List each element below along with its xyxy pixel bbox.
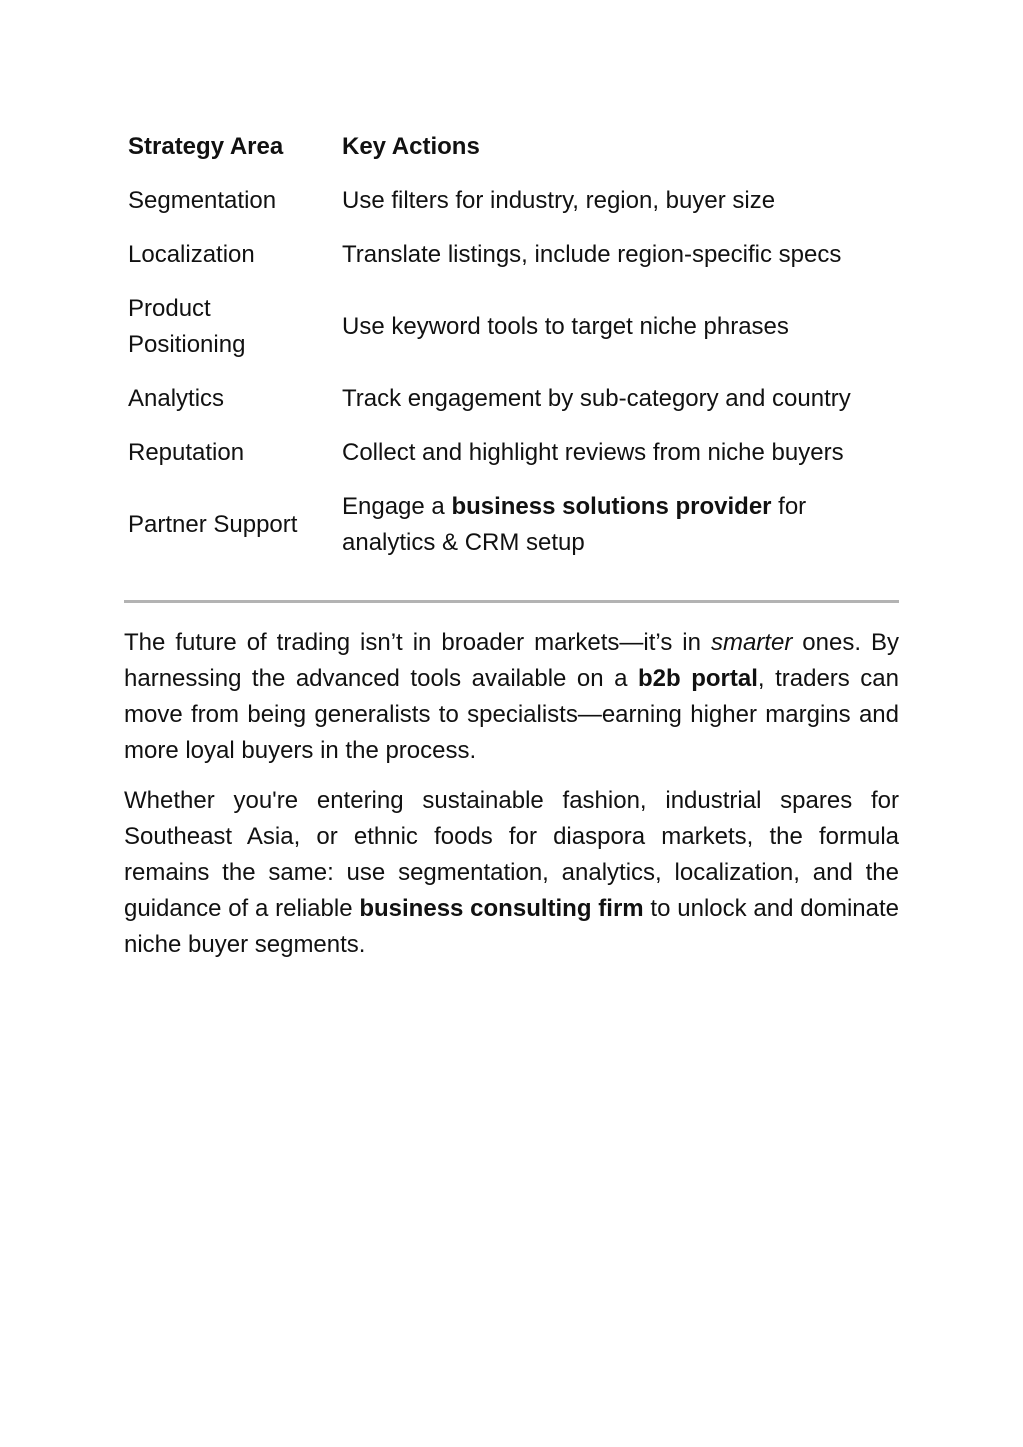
key-action-cell: Use keyword tools to target niche phrases — [342, 313, 789, 340]
header-key-actions: Key Actions — [342, 133, 480, 160]
paragraph-text: Whether you're entering sustainable fashion, industrial spares for Southeast Asia, or ethnic foods for diaspora markets, the formula remains the same: use segmentation, analytics, localization, and the guidance of a reliable — [124, 787, 899, 922]
strategy-area-cell: Analytics — [128, 385, 225, 412]
summary-paragraph — [124, 783, 899, 963]
table-row — [124, 174, 899, 228]
table-row — [124, 480, 899, 570]
strategy-table — [124, 120, 899, 570]
action-text: for analytics & CRM setup — [342, 493, 807, 556]
strategy-area-cell: Localization — [128, 241, 255, 268]
section-divider — [124, 600, 899, 603]
action-bold-term: business solutions provider — [451, 493, 772, 520]
header-strategy-area: Strategy Area — [128, 133, 284, 160]
paragraph-text: ones. By harnessing the advanced tools available on a — [124, 629, 899, 692]
table-row — [124, 426, 899, 480]
paragraph-text: The future of trading isn’t in broader markets—it’s in — [124, 629, 711, 656]
table-row — [124, 228, 899, 282]
strategy-area-cell: Product Positioning — [128, 295, 246, 358]
strategy-area-cell: Partner Support — [128, 511, 298, 538]
bold-term: business consulting firm — [359, 895, 644, 922]
emphasis-text: smarter — [710, 629, 793, 656]
document-page — [124, 120, 899, 963]
table-header-row — [124, 120, 899, 174]
paragraph-text: , traders can move from being generalists to specialists—earning higher margins and more loyal buyers in the process. — [124, 665, 899, 764]
strategy-area-cell: Segmentation — [128, 187, 277, 214]
key-action-cell: Use filters for industry, region, buyer size — [342, 187, 776, 214]
table-row — [124, 372, 899, 426]
strategy-area-cell: Reputation — [128, 439, 245, 466]
key-action-cell: Translate listings, include region-specific specs — [342, 241, 842, 268]
key-action-cell: Collect and highlight reviews from niche buyers — [342, 439, 844, 466]
closing-paragraph — [124, 625, 899, 769]
action-text: Engage a — [342, 493, 452, 520]
paragraph-text: to unlock and dominate niche buyer segments. — [124, 895, 899, 958]
key-action-cell — [338, 480, 899, 570]
table-row — [124, 282, 899, 372]
key-action-cell: Track engagement by sub-category and country — [342, 385, 851, 412]
bold-term: b2b portal — [638, 665, 758, 692]
